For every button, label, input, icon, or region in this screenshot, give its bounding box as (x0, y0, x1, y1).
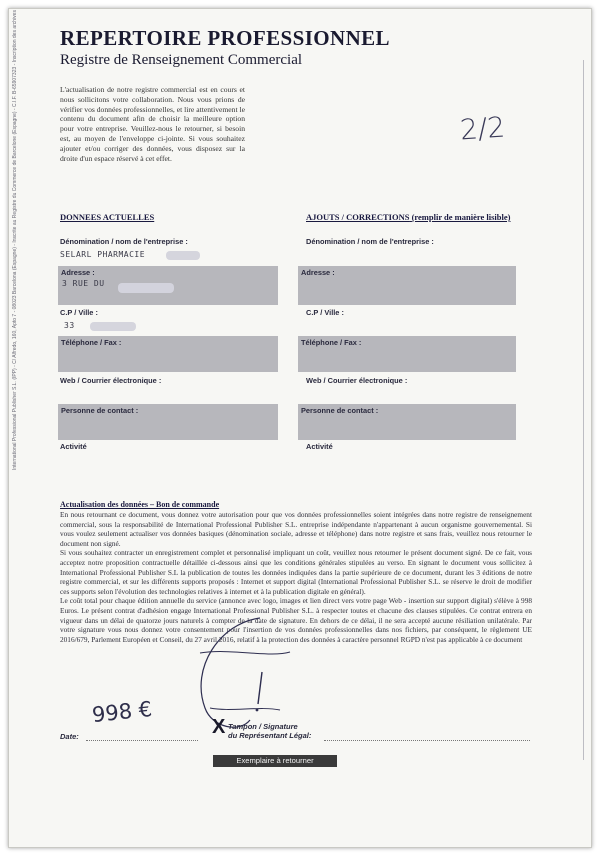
left-web-label: Web / Courrier électronique : (60, 376, 162, 385)
right-denomination-label: Dénomination / nom de l'entreprise : (306, 237, 434, 246)
corrections-heading (306, 212, 510, 222)
right-phone-label: Téléphone / Fax : (301, 338, 362, 347)
right-address-label: Adresse : (301, 268, 335, 277)
corrections-heading-text: AJOUTS / CORRECTIONS (306, 212, 410, 222)
order-paragraph-2: Si vous souhaitez contracter un enregistrement complet et personnalisé impliquant un coût, veuillez nous retourner le présent document signé. De ce fait, vous acceptez notre proposition contractuelle détaillée ci-dessous ainsi que les conditions générales stipulées au verso. En signant le document vous sollicitez à International Professional Publisher S.L la publication de toutes les données indiquées dans la partie supérieure de ce document, durant les 3 éditions de notre registre commercial, et sur les différents supports proposés : Internet et support digital (International Professional Publisher S.L. se réserve le droit de modifier ces supports selon l'évolution des technologies relatives à internet et à la publication digitale en général). (60, 548, 532, 596)
current-data-heading: DONNEES ACTUELLES (60, 212, 155, 222)
left-denomination-value: SELARL PHARMACIE (60, 250, 146, 259)
right-contact-box[interactable] (298, 404, 516, 440)
left-contact-box[interactable] (58, 404, 278, 440)
date-label: Date: (60, 732, 79, 741)
order-section-title: Actualisation des données – Bon de commande (60, 500, 220, 509)
order-paragraph-3: Le coût total pour chaque édition annuelle du service (annonce avec logo, images et lien direct vers votre page Web - insertion sur support digital) s'élève à 998 Euros. Le présent contrat d'adhésion engage International Professional Publisher S.L. à respecter toutes et chacune des clauses stipulées. Ce contrat entrera en vigueur dans un délai de quatorze jours naturels à compter de la date de signature. En dehors de ce délai, il ne sera accepté aucune résiliation unilatérale. Par votre signature vous nous donnez votre consentement pour l'insertion de vos données professionnelles dans nos fichiers, par conséquent, le règlement UE 2016/679, Parlement Européen et Conseil, du 27 avril 2016, relatif à la protection des données à caractère personnel RGPD n'est pas applicable à ce document (60, 596, 532, 644)
form-subtitle: Registre de Renseignement Commercial (60, 52, 303, 68)
handwritten-price: 998 € (90, 696, 154, 728)
left-cp-label: C.P / Ville : (60, 308, 98, 317)
right-cp-label: C.P / Ville : (306, 308, 344, 317)
left-denomination-label: Dénomination / nom de l'entreprise : (60, 237, 188, 246)
left-phone-box[interactable] (58, 336, 278, 372)
left-activity-label: Activité (60, 442, 87, 451)
date-line (86, 740, 198, 741)
left-address-label: Adresse : (61, 268, 95, 277)
right-web-label: Web / Courrier électronique : (306, 376, 408, 385)
return-copy-badge: Exemplaire à retourner (213, 755, 337, 767)
redaction-mark (90, 322, 136, 331)
signature-line (324, 740, 530, 741)
form-title: REPERTOIRE PROFESSIONNEL (60, 26, 390, 50)
handwritten-page-number: 2/2 (458, 110, 507, 147)
stamp-signature-label (228, 722, 311, 740)
left-phone-label: Téléphone / Fax : (61, 338, 122, 347)
right-address-box[interactable] (298, 266, 516, 305)
signature-x-mark: X (212, 716, 226, 738)
order-paragraph-1: En nous retournant ce document, vous donnez votre autorisation pour que vos données professionnelles soient intégrées dans notre registre de renseignement commercial, sous la responsabilité de International Professional Publisher S.L. entreprise indépendante n'appartenant à aucun organisme gouvernemental. Si vous voulez seulement actualiser vos données basiques (dénomination sociale, adresse et téléphone) dans notre registre et sans frais, veuillez nous retourner le document non signé. (60, 510, 532, 548)
stamp-label-line-2: du Représentant Légal: (228, 731, 312, 740)
right-contact-label: Personne de contact : (301, 406, 379, 415)
left-cp-value: 33 (64, 321, 75, 330)
corrections-heading-note: (remplir de manière lisible) (411, 212, 511, 222)
redaction-mark (118, 283, 174, 293)
stamp-label-line-1: Tampon / Signature (228, 722, 298, 731)
left-address-value: 3 RUE DU (62, 279, 105, 288)
left-contact-label: Personne de contact : (61, 406, 139, 415)
right-phone-box[interactable] (298, 336, 516, 372)
redaction-mark (166, 251, 200, 260)
intro-paragraph: L'actualisation de notre registre commercial est en cours et nous sollicitons votre collaboration. Nous vous prions de vérifier vos données professionnelles, et lire attentivement le contenu du document afin de choisir la meilleure option pour votre entreprise. Veuillez-nous le retourner, si besoin est, au moyen de l'enveloppe ci-jointe. Si vous souhaitez ajouter et/ou corriger des données, vous disposez sur la droite d'un espace réservé à cet effet. (60, 85, 245, 163)
side-legal-text-content: International Professional Publisher S.L. (IPP) - C/ Alfredo, 160, Apto 7 - 08023 Barcelona (Espagne) - Inscrite au Registre du Commerce de Barcelone (Espagne) - C.I.F. B-65907323 - Inscription des archives (12, 10, 18, 470)
right-activity-label: Activité (306, 442, 333, 451)
page-edge-line (583, 60, 584, 760)
